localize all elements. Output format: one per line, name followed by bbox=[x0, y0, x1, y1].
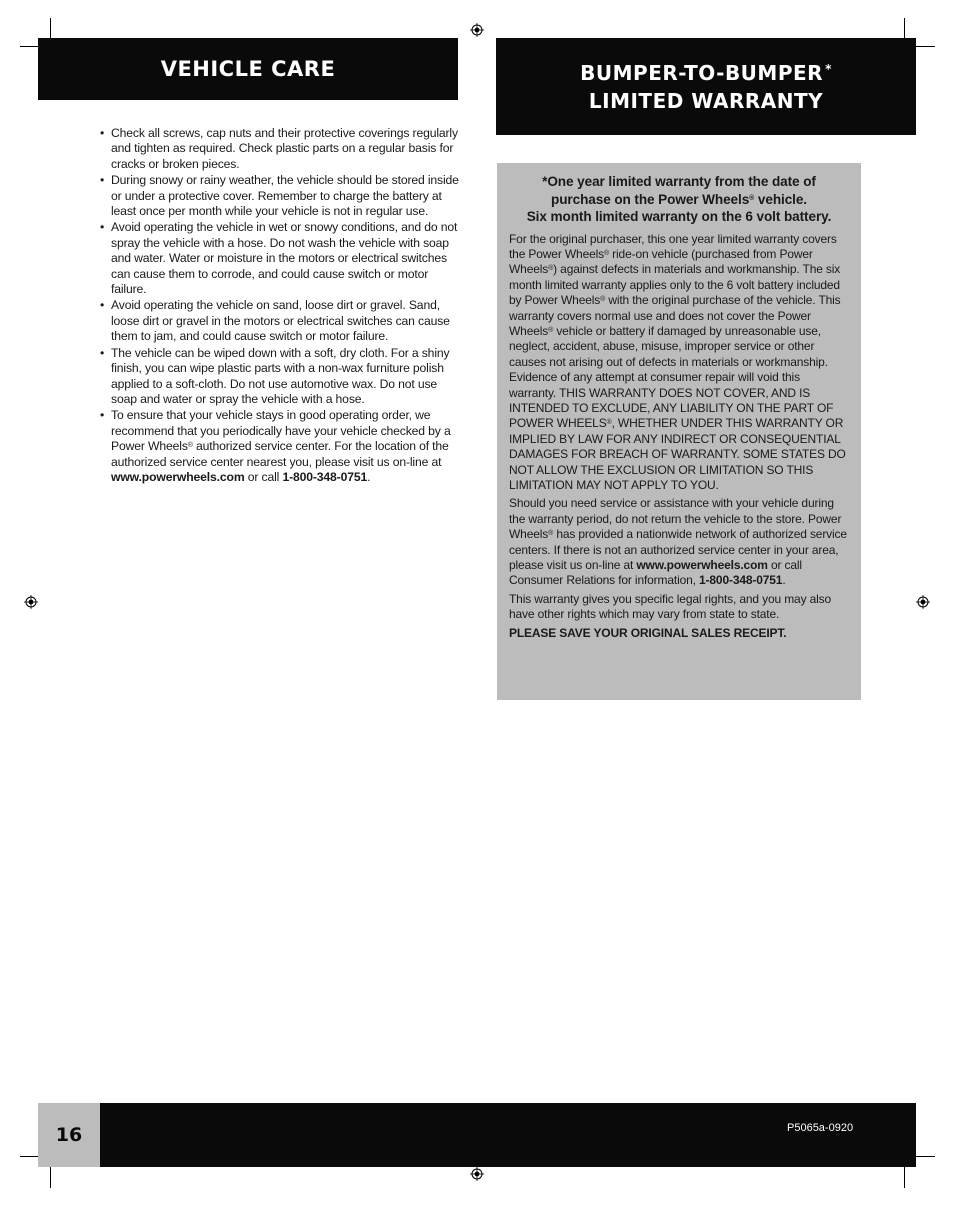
paragraph-text: , WHETHER UNDER THIS WARRANTY OR IMPLIED BY LAW FOR ANY INDIRECT OR CONSEQUENTIAL DAMAGES FOR BREACH OF WARRANTY. SOME STATES DO NOT ALLOW THE EXCLUSION OR LIMITATION SO THIS LIMITATION MAY NOT APPLY TO YOU. bbox=[509, 416, 846, 492]
warranty-header bbox=[496, 38, 916, 135]
warranty-title-line1 bbox=[580, 59, 832, 87]
headline-line: Six month limited warranty on the 6 volt battery. bbox=[526, 209, 832, 224]
warranty-headline bbox=[509, 173, 849, 226]
registration-mark-icon bbox=[24, 595, 38, 609]
paragraph-text: with the original purchase of the vehicle. This warranty covers normal use and does not cover the Power Wheels bbox=[509, 293, 841, 338]
footer-bar bbox=[38, 1103, 916, 1167]
list-item: • Check all screws, cap nuts and their protective coverings regularly and tighten as required. Check plastic parts on a regular basis for cracks or broken pieces. bbox=[98, 126, 464, 172]
registered-mark: ® bbox=[548, 326, 554, 334]
warranty-paragraph bbox=[509, 496, 849, 588]
list-item: • During snowy or rainy weather, the vehicle should be stored inside or under a protective cover. Remember to charge the battery at least once per month while your vehicle is not in regular use. bbox=[98, 173, 464, 219]
paragraph-text: or call Consumer Relations for information, bbox=[509, 558, 802, 588]
page-number: 16 bbox=[38, 1103, 100, 1167]
vehicle-care-header bbox=[38, 38, 458, 100]
list-item-text: or call bbox=[244, 469, 283, 484]
vehicle-care-title: VEHICLE CARE bbox=[160, 57, 336, 81]
phone-number: 1-800-348-0751 bbox=[282, 469, 368, 484]
registration-mark-icon bbox=[470, 23, 484, 37]
vehicle-care-list bbox=[98, 126, 464, 486]
list-item-text: To ensure that your vehicle stays in good operating order, we recommend that you periodically have your vehicle checked by a Power Wheels bbox=[111, 408, 451, 454]
website-link[interactable]: www.powerwheels.com bbox=[111, 469, 245, 484]
paragraph-text: ride-on vehicle (purchased from Power Wheels bbox=[509, 246, 813, 277]
registration-mark-icon bbox=[470, 1167, 484, 1181]
paragraph-text: vehicle or battery if damaged by unreasonable use, neglect, accident, abuse, misuse, improper service or other causes not arising out of defects in materials or workmanship. Evidence of any attempt at consumer repair will void this warranty. THIS WARRANTY DOES NOT COVER, AND IS INTENDED TO EXCLUDE, ANY LIABILITY ON THE PART OF POWER WHEELS bbox=[509, 323, 834, 431]
headline-line bbox=[509, 191, 849, 209]
registered-mark: ® bbox=[606, 419, 612, 427]
website-link[interactable]: www.powerwheels.com bbox=[636, 558, 768, 573]
warranty-paragraph: This warranty gives you specific legal rights, and you may also have other rights which may vary from state to state. bbox=[509, 591, 832, 622]
warranty-paragraph bbox=[509, 232, 849, 494]
document-code: P5065a-0920 bbox=[787, 1122, 854, 1134]
registered-mark: ® bbox=[600, 296, 606, 304]
registered-mark: ® bbox=[187, 442, 193, 450]
registered-mark: ® bbox=[548, 265, 554, 273]
list-item bbox=[98, 408, 464, 485]
registered-mark: ® bbox=[603, 249, 609, 257]
paragraph-text: For the original purchaser, this one year limited warranty covers the Power Wheels bbox=[509, 231, 837, 261]
warranty-box bbox=[497, 163, 861, 700]
warranty-title-line2: LIMITED WARRANTY bbox=[588, 88, 824, 113]
registration-mark-icon bbox=[916, 595, 930, 609]
headline-line: *One year limited warranty from the date of bbox=[542, 174, 816, 189]
list-item: • Avoid operating the vehicle in wet or snowy conditions, and do not spray the vehicle with a hose. Do not wash the vehicle with soap and water. Water or moisture in the motors or electrical switches can cause them to corrode, and could cause switch or motor failure. bbox=[98, 220, 464, 297]
paragraph-text: . bbox=[782, 573, 786, 588]
registered-mark: ® bbox=[749, 194, 755, 202]
list-item: • Avoid operating the vehicle on sand, loose dirt or gravel. Sand, loose dirt or gravel in the motors or electrical switches can cause them to jam, and could cause switch or motor failure. bbox=[98, 298, 464, 344]
phone-number: 1-800-348-0751 bbox=[699, 573, 783, 588]
list-item: • The vehicle can be wiped down with a soft, dry cloth. For a shiny finish, you can wipe plastic parts with a non-wax furniture polish applied to a soft-cloth. Do not use automotive wax. Do not use soap and water or spray the vehicle with a hose. bbox=[98, 346, 464, 408]
list-item-text: authorized service center. For the location of the authorized service center nearest you, please visit us on-line at bbox=[111, 439, 449, 469]
paragraph-text: Should you need service or assistance with your vehicle during the warranty period, do not return the vehicle to the store. Power Wheels bbox=[509, 496, 842, 542]
warranty-title-asterisk: * bbox=[825, 61, 832, 76]
paragraph-text: has provided a nationwide network of authorized service centers. If there is not an authorized service center in your area, please visit us on-line at bbox=[509, 527, 847, 573]
registered-mark: ® bbox=[548, 530, 554, 538]
paragraph-text: ) against defects in materials and workmanship. The six month limited warranty applies only to the 6 volt battery included by Power Wheels bbox=[509, 262, 841, 308]
headline-text: vehicle. bbox=[754, 191, 807, 207]
save-receipt-notice: PLEASE SAVE YOUR ORIGINAL SALES RECEIPT. bbox=[509, 625, 787, 640]
warranty-title-text: BUMPER-TO-BUMPER bbox=[580, 60, 824, 85]
list-item-text: . bbox=[367, 469, 371, 484]
headline-text: purchase on the Power Wheels bbox=[551, 191, 750, 207]
